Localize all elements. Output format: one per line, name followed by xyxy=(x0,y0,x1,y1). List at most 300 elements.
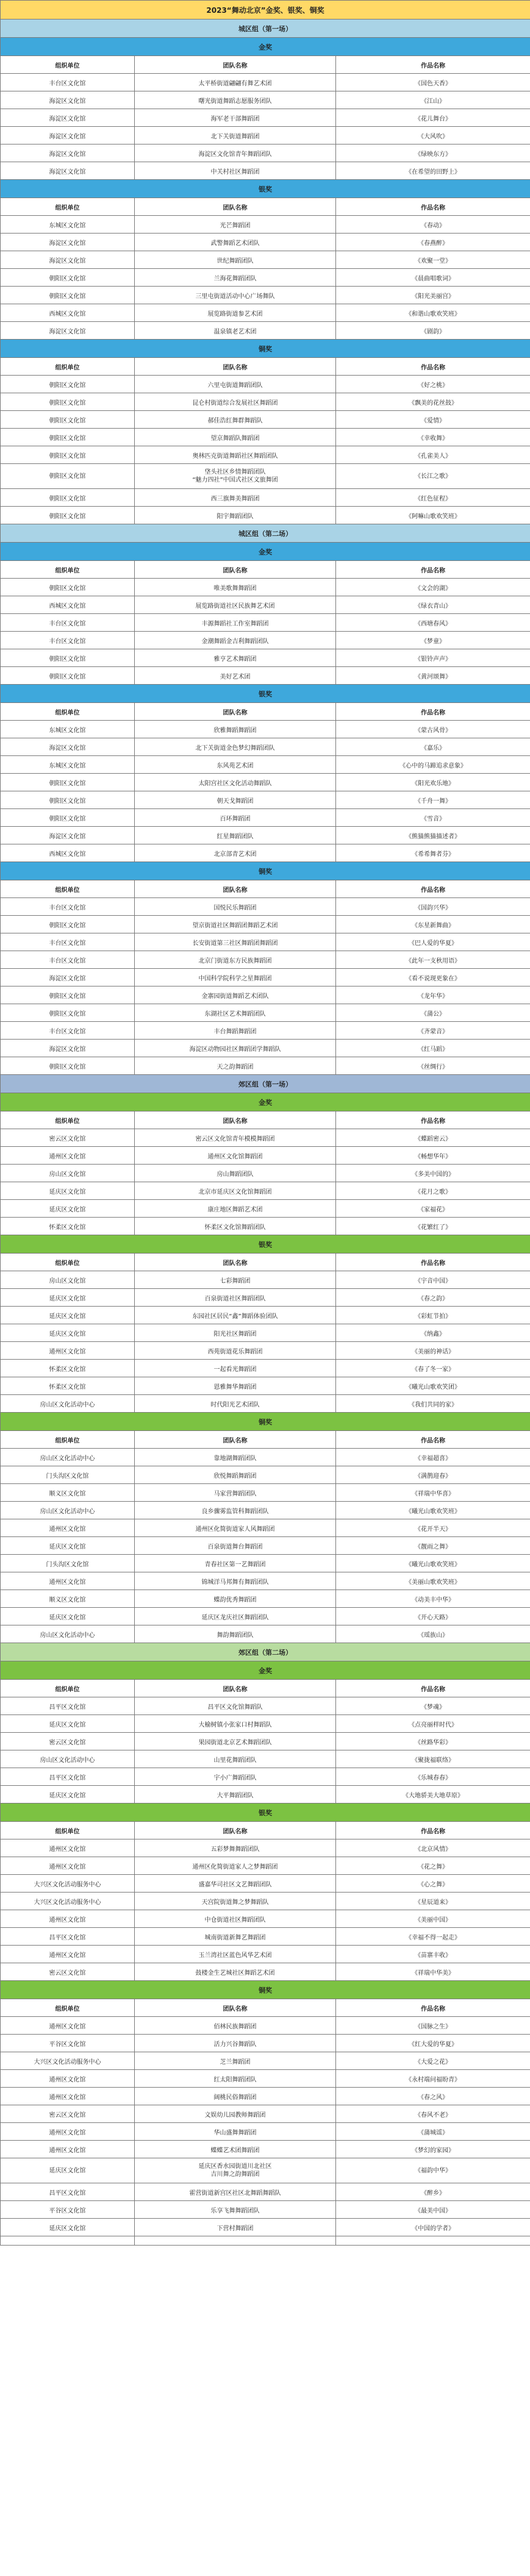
work-name-cell: 《北京风情》 xyxy=(336,1839,530,1857)
work-name-cell: 《春之韵》 xyxy=(336,1289,530,1307)
org-unit-cell: 朝阳区文化馆 xyxy=(1,429,135,446)
org-unit-cell: 延庆区文化馆 xyxy=(1,1289,135,1307)
team-name-cell: 北下关街道舞蹈团 xyxy=(135,127,336,144)
table-row xyxy=(1,287,530,304)
group-title: 城区组（第一场） xyxy=(1,20,530,38)
team-name-cell: 国悦民乐舞蹈团 xyxy=(135,898,336,916)
table-row xyxy=(1,304,530,322)
header-team-name: 团队名称 xyxy=(135,561,336,579)
table-row xyxy=(1,1182,530,1200)
table-row xyxy=(1,489,530,507)
work-name-cell: 《丝路华彩》 xyxy=(336,1733,530,1750)
empty-cell xyxy=(336,2236,530,2246)
table-row xyxy=(1,2219,530,2236)
award-row xyxy=(1,1804,530,1822)
work-name-cell: 《宇音中国》 xyxy=(336,1271,530,1289)
table-row xyxy=(1,1271,530,1289)
work-name-cell: 《孔雀美人》 xyxy=(336,446,530,464)
header-work-name: 作品名称 xyxy=(336,1822,530,1839)
work-name-cell: 《剧韵》 xyxy=(336,322,530,340)
org-unit-cell: 怀柔区文化馆 xyxy=(1,1377,135,1395)
org-unit-cell: 昌平区文化馆 xyxy=(1,1697,135,1715)
award-title: 铜奖 xyxy=(1,1413,530,1431)
org-unit-cell: 朝阳区文化馆 xyxy=(1,649,135,667)
team-name-cell: 良乡骤雾监管科舞蹈团队 xyxy=(135,1502,336,1519)
org-unit-cell: 顺义区文化馆 xyxy=(1,1590,135,1608)
org-unit-cell: 房山区文化活动中心 xyxy=(1,1750,135,1768)
table-row xyxy=(1,1857,530,1875)
award-row xyxy=(1,862,530,880)
org-unit-cell: 朝阳区文化馆 xyxy=(1,507,135,524)
table-row xyxy=(1,898,530,916)
header-org-unit: 组织单位 xyxy=(1,880,135,898)
work-name-cell: 《乐城春春》 xyxy=(336,1768,530,1786)
table-row xyxy=(1,1537,530,1555)
table-row xyxy=(1,951,530,969)
team-name-cell: 朝天戈舞蹈团 xyxy=(135,791,336,809)
team-name-cell: 唯美歌舞舞蹈团 xyxy=(135,579,336,596)
group-title: 郊区组（第二场） xyxy=(1,1643,530,1661)
table-row xyxy=(1,632,530,649)
org-unit-cell: 大兴区文化活动服务中心 xyxy=(1,2052,135,2070)
award-title: 银奖 xyxy=(1,1804,530,1822)
team-name-cell: 郝佳浩红舞群舞蹈队 xyxy=(135,411,336,429)
award-title: 金奖 xyxy=(1,543,530,561)
org-unit-cell: 朝阳区文化馆 xyxy=(1,411,135,429)
team-name-cell: 芝兰舞蹈团 xyxy=(135,2052,336,2070)
work-name-cell: 《好之桃》 xyxy=(336,376,530,393)
group-title: 城区组（第二场） xyxy=(1,524,530,543)
org-unit-cell: 海淀区文化馆 xyxy=(1,91,135,109)
table-row xyxy=(1,596,530,614)
work-name-cell: 《西塘春风》 xyxy=(336,614,530,632)
work-name-cell: 《文会的湖》 xyxy=(336,579,530,596)
table-row xyxy=(1,1733,530,1750)
table-row xyxy=(1,756,530,774)
table-row xyxy=(1,667,530,685)
org-unit-cell: 密云区文化馆 xyxy=(1,1129,135,1147)
table-row xyxy=(1,1324,530,1342)
org-unit-cell: 海淀区文化馆 xyxy=(1,109,135,127)
org-unit-cell: 房山区文化馆 xyxy=(1,1165,135,1182)
work-name-cell: 《永村端问福盼青》 xyxy=(336,2070,530,2088)
table-row xyxy=(1,774,530,791)
work-name-cell: 《美丽的神话》 xyxy=(336,1342,530,1360)
table-row xyxy=(1,1875,530,1893)
org-unit-cell: 平谷区文化馆 xyxy=(1,2201,135,2219)
table-row xyxy=(1,1057,530,1075)
org-unit-cell: 海淀区文化馆 xyxy=(1,162,135,180)
award-row xyxy=(1,1981,530,1999)
table-row xyxy=(1,1218,530,1235)
org-unit-cell: 通州区文化馆 xyxy=(1,1519,135,1537)
team-name-cell: 怀柔区文化馆舞蹈团队 xyxy=(135,1218,336,1235)
header-row xyxy=(1,703,530,721)
org-unit-cell: 延庆区文化馆 xyxy=(1,1200,135,1218)
org-unit-cell: 东城区文化馆 xyxy=(1,756,135,774)
org-unit-cell: 通州区文化馆 xyxy=(1,1147,135,1165)
org-unit-cell: 海淀区文化馆 xyxy=(1,1040,135,1057)
award-row xyxy=(1,1093,530,1111)
team-name-cell: 蝶韵优秀舞蹈团 xyxy=(135,1590,336,1608)
work-name-cell: 《畅想华年》 xyxy=(336,1147,530,1165)
work-name-cell: 《幸福超喜》 xyxy=(336,1449,530,1466)
work-name-cell: 《欢聚一堂》 xyxy=(336,251,530,269)
org-unit-cell: 房山区文化活动中心 xyxy=(1,1625,135,1643)
work-name-cell: 《梦魂》 xyxy=(336,1697,530,1715)
work-name-cell: 《中国的学者》 xyxy=(336,2219,530,2236)
team-name-cell: 百环舞蹈团 xyxy=(135,809,336,827)
table-row xyxy=(1,1147,530,1165)
team-name-cell: 活力兴谷舞蹈队 xyxy=(135,2035,336,2052)
team-name-cell: 丰台舞蹈舞蹈团 xyxy=(135,1022,336,1040)
org-unit-cell: 朝阳区文化馆 xyxy=(1,579,135,596)
team-name-cell: 马家营舞蹈团队 xyxy=(135,1484,336,1502)
header-work-name: 作品名称 xyxy=(336,198,530,216)
work-name-cell: 《彩虹节拍》 xyxy=(336,1307,530,1324)
table-row xyxy=(1,721,530,738)
table-row xyxy=(1,1697,530,1715)
work-name-cell: 《花月之歌》 xyxy=(336,1182,530,1200)
empty-row xyxy=(1,2236,530,2246)
group-title: 郊区组（第一场） xyxy=(1,1075,530,1093)
header-org-unit: 组织单位 xyxy=(1,1680,135,1697)
work-name-cell: 《春了冬一家》 xyxy=(336,1360,530,1377)
table-row xyxy=(1,234,530,251)
work-name-cell: 《齐蒙音》 xyxy=(336,1022,530,1040)
org-unit-cell: 海淀区文化馆 xyxy=(1,969,135,987)
work-name-cell: 《绿衣青山》 xyxy=(336,596,530,614)
table-row xyxy=(1,969,530,987)
work-name-cell: 《大地骄美大地草原》 xyxy=(336,1786,530,1804)
team-name-cell: 山里花舞蹈团队 xyxy=(135,1750,336,1768)
header-work-name: 作品名称 xyxy=(336,1999,530,2017)
team-name-cell: 六里屯街道舞蹈团队 xyxy=(135,376,336,393)
work-name-cell: 《蝶蹈密云》 xyxy=(336,1129,530,1147)
work-name-cell: 《花开半天》 xyxy=(336,1519,530,1537)
work-name-cell: 《纳鑫》 xyxy=(336,1324,530,1342)
team-name-cell: 欣悦舞蹈舞蹈团 xyxy=(135,1466,336,1484)
group-row xyxy=(1,524,530,543)
team-name-cell: 天之韵舞蹈团 xyxy=(135,1057,336,1075)
table-row xyxy=(1,1946,530,1963)
team-name-cell: 望京街道社区舞蹈团舞蹈艺术团 xyxy=(135,916,336,933)
org-unit-cell: 通州区文化馆 xyxy=(1,2070,135,2088)
team-name-cell: 奥林匹克街道舞蹈社区舞蹈团队 xyxy=(135,446,336,464)
header-work-name: 作品名称 xyxy=(336,56,530,74)
table-row xyxy=(1,614,530,632)
org-unit-cell: 丰台区文化馆 xyxy=(1,898,135,916)
work-name-cell: 《美丽中国》 xyxy=(336,1910,530,1928)
team-name-cell: 西苑街道花乐舞蹈团 xyxy=(135,1342,336,1360)
table-row xyxy=(1,1377,530,1395)
header-team-name: 团队名称 xyxy=(135,880,336,898)
table-row xyxy=(1,429,530,446)
awards-table-body xyxy=(1,1,530,2246)
work-name-cell: 《花儿舞台》 xyxy=(336,109,530,127)
org-unit-cell: 通州区文化馆 xyxy=(1,1839,135,1857)
award-row xyxy=(1,685,530,703)
table-row xyxy=(1,1342,530,1360)
award-title: 银奖 xyxy=(1,685,530,703)
work-name-cell: 《动美丰中华》 xyxy=(336,1590,530,1608)
work-name-cell: 《星辰道来》 xyxy=(336,1893,530,1910)
table-row xyxy=(1,1768,530,1786)
team-name-cell: 果园街道北京艺术舞蹈团队 xyxy=(135,1733,336,1750)
work-name-cell: 《飘美的花丝鼓》 xyxy=(336,393,530,411)
table-row xyxy=(1,1928,530,1946)
team-name-cell: 大榆树镇小张家口村舞蹈队 xyxy=(135,1715,336,1733)
team-name-cell: 垡头社区乡情舞蹈团队 “魅力四社”中国式社区文旅舞团 xyxy=(135,464,336,489)
work-name-cell: 《醉乡》 xyxy=(336,2183,530,2201)
org-unit-cell: 丰台区文化馆 xyxy=(1,632,135,649)
org-unit-cell: 通州区文化馆 xyxy=(1,1857,135,1875)
header-org-unit: 组织单位 xyxy=(1,198,135,216)
header-org-unit: 组织单位 xyxy=(1,1111,135,1129)
work-name-cell: 《祥瑞中华美》 xyxy=(336,1963,530,1981)
team-name-cell: 天宫院街道舞之梦舞蹈队 xyxy=(135,1893,336,1910)
table-row xyxy=(1,2158,530,2183)
team-name-cell: 海淀区文化馆青年舞蹈团队 xyxy=(135,144,336,162)
org-unit-cell: 朝阳区文化馆 xyxy=(1,464,135,489)
table-row xyxy=(1,933,530,951)
team-name-cell: 佰林民族舞蹈团 xyxy=(135,2017,336,2035)
team-name-cell: 霍营街道新宫区社区北舞蹈舞蹈队 xyxy=(135,2183,336,2201)
team-name-cell: 中国科学院科学之星舞蹈团 xyxy=(135,969,336,987)
team-name-cell: 北京门街道东方民族舞蹈团 xyxy=(135,951,336,969)
team-name-cell: 大平舞蹈团队 xyxy=(135,1786,336,1804)
header-org-unit: 组织单位 xyxy=(1,56,135,74)
table-row xyxy=(1,322,530,340)
work-name-cell: 《家福花》 xyxy=(336,1200,530,1218)
org-unit-cell: 延庆区文化馆 xyxy=(1,2219,135,2236)
team-name-cell: 东园社区居民“鑫”舞蹈体验团队 xyxy=(135,1307,336,1324)
team-name-cell: 西三旗舞美舞蹈团 xyxy=(135,489,336,507)
table-row xyxy=(1,127,530,144)
award-title: 铜奖 xyxy=(1,340,530,358)
table-row xyxy=(1,1289,530,1307)
org-unit-cell: 房山区文化活动中心 xyxy=(1,1502,135,1519)
team-name-cell: 盛嘉华司社区文艺舞蹈团队 xyxy=(135,1875,336,1893)
table-row xyxy=(1,1466,530,1484)
org-unit-cell: 朝阳区文化馆 xyxy=(1,774,135,791)
work-name-cell: 《满鹊迎春》 xyxy=(336,1466,530,1484)
group-row xyxy=(1,20,530,38)
team-name-cell: 展览路街道社区民族舞艺术团 xyxy=(135,596,336,614)
table-row xyxy=(1,1165,530,1182)
org-unit-cell: 丰台区文化馆 xyxy=(1,74,135,91)
work-name-cell: 《曦光山歌欢笑班》 xyxy=(336,1502,530,1519)
work-name-cell: 《嘉乐》 xyxy=(336,738,530,756)
work-name-cell: 《春燕醉》 xyxy=(336,234,530,251)
table-row xyxy=(1,1519,530,1537)
org-unit-cell: 门头沟区文化馆 xyxy=(1,1555,135,1572)
team-name-cell: 欣雅舞蹈舞蹈团 xyxy=(135,721,336,738)
team-name-cell: 红太阳舞蹈团队 xyxy=(135,2070,336,2088)
team-name-cell: 城南街道新舞艺舞蹈团 xyxy=(135,1928,336,1946)
team-name-cell: 中关村社区舞蹈团 xyxy=(135,162,336,180)
team-name-cell: 丰源舞蹈社工作室舞蹈团 xyxy=(135,614,336,632)
work-name-cell: 《瑶族山》 xyxy=(336,1625,530,1643)
header-team-name: 团队名称 xyxy=(135,56,336,74)
team-name-cell: 百泉街道舞台舞蹈团 xyxy=(135,1537,336,1555)
org-unit-cell: 丰台区文化馆 xyxy=(1,933,135,951)
org-unit-cell: 海淀区文化馆 xyxy=(1,127,135,144)
header-work-name: 作品名称 xyxy=(336,1680,530,1697)
table-row xyxy=(1,507,530,524)
team-name-cell: 海军老干部舞蹈团 xyxy=(135,109,336,127)
award-row xyxy=(1,1235,530,1254)
table-row xyxy=(1,2035,530,2052)
award-title: 金奖 xyxy=(1,1661,530,1680)
org-unit-cell: 东城区文化馆 xyxy=(1,721,135,738)
team-name-cell: 雅亨艺术舞蹈团 xyxy=(135,649,336,667)
team-name-cell: 华山盛舞舞蹈团 xyxy=(135,2123,336,2141)
org-unit-cell: 西城区文化馆 xyxy=(1,596,135,614)
org-unit-cell: 西城区文化馆 xyxy=(1,844,135,862)
table-row xyxy=(1,216,530,234)
header-row xyxy=(1,1431,530,1449)
org-unit-cell: 朝阳区文化馆 xyxy=(1,791,135,809)
team-name-cell: 曙光街道舞蹈志愿服务团队 xyxy=(135,91,336,109)
table-row xyxy=(1,1502,530,1519)
team-name-cell: 兰海花舞蹈团队 xyxy=(135,269,336,287)
work-name-cell: 《阳光美丽宫》 xyxy=(336,287,530,304)
work-name-cell: 《和谐山歌欢笑班》 xyxy=(336,304,530,322)
team-name-cell: 光芒舞蹈团 xyxy=(135,216,336,234)
header-org-unit: 组织单位 xyxy=(1,1999,135,2017)
team-name-cell: 阔桃民俗舞蹈团 xyxy=(135,2088,336,2105)
org-unit-cell: 延庆区文化馆 xyxy=(1,1182,135,1200)
org-unit-cell: 昌平区文化馆 xyxy=(1,2183,135,2201)
org-unit-cell: 朝阳区文化馆 xyxy=(1,809,135,827)
work-name-cell: 《春动》 xyxy=(336,216,530,234)
team-name-cell: 文娱幼儿园教师舞蹈团 xyxy=(135,2105,336,2123)
table-row xyxy=(1,2183,530,2201)
work-name-cell: 《红色征程》 xyxy=(336,489,530,507)
org-unit-cell: 通州区文化馆 xyxy=(1,2017,135,2035)
team-name-cell: 望京舞蹈队舞蹈团 xyxy=(135,429,336,446)
title-row xyxy=(1,1,530,20)
org-unit-cell: 朝阳区文化馆 xyxy=(1,446,135,464)
team-name-cell: 展览路街道参艺术团 xyxy=(135,304,336,322)
table-row xyxy=(1,1484,530,1502)
org-unit-cell: 朝阳区文化馆 xyxy=(1,667,135,685)
table-row xyxy=(1,464,530,489)
table-row xyxy=(1,649,530,667)
header-team-name: 团队名称 xyxy=(135,1111,336,1129)
team-name-cell: 北京部青艺术团 xyxy=(135,844,336,862)
org-unit-cell: 通州区文化馆 xyxy=(1,1946,135,1963)
team-name-cell: 舞韵舞蹈团队 xyxy=(135,1625,336,1643)
table-row xyxy=(1,411,530,429)
header-team-name: 团队名称 xyxy=(135,1254,336,1271)
org-unit-cell: 东城区文化馆 xyxy=(1,216,135,234)
header-team-name: 团队名称 xyxy=(135,358,336,376)
work-name-cell: 《最美中国》 xyxy=(336,2201,530,2219)
team-name-cell: 锦城洋马邦舞有舞蹈团队 xyxy=(135,1572,336,1590)
org-unit-cell: 房山区文化活动中心 xyxy=(1,1395,135,1413)
header-work-name: 作品名称 xyxy=(336,1431,530,1449)
team-name-cell: 玉兰湾社区蓝色风华艺术团 xyxy=(135,1946,336,1963)
org-unit-cell: 朝阳区文化馆 xyxy=(1,376,135,393)
team-name-cell: 东风苑艺术团 xyxy=(135,756,336,774)
team-name-cell: 鼓楼金生艺城社区舞蹈艺术团 xyxy=(135,1963,336,1981)
team-name-cell: 通州区化简街道家人风舞蹈团 xyxy=(135,1519,336,1537)
team-name-cell: 武警舞蹈艺术团队 xyxy=(135,234,336,251)
org-unit-cell: 房山区文化活动中心 xyxy=(1,1449,135,1466)
table-row xyxy=(1,1004,530,1022)
org-unit-cell: 朝阳区文化馆 xyxy=(1,269,135,287)
team-name-cell: 宇小广舞蹈团队 xyxy=(135,1768,336,1786)
table-row xyxy=(1,2070,530,2088)
table-row xyxy=(1,2141,530,2158)
header-team-name: 团队名称 xyxy=(135,1822,336,1839)
team-name-cell: 房山舞蹈团队 xyxy=(135,1165,336,1182)
team-name-cell: 恩雅舞华舞蹈团 xyxy=(135,1377,336,1395)
team-name-cell: 密云区文化馆青年模模舞蹈团 xyxy=(135,1129,336,1147)
org-unit-cell: 密云区文化馆 xyxy=(1,1963,135,1981)
work-name-cell: 《靓雨之舞》 xyxy=(336,1537,530,1555)
work-name-cell: 《多美中国的》 xyxy=(336,1165,530,1182)
work-name-cell: 《千舟一舞》 xyxy=(336,791,530,809)
table-row xyxy=(1,1022,530,1040)
header-work-name: 作品名称 xyxy=(336,1254,530,1271)
org-unit-cell: 朝阳区文化馆 xyxy=(1,1004,135,1022)
org-unit-cell: 昌平区文化馆 xyxy=(1,1928,135,1946)
team-name-cell: 温泉镇老艺术团 xyxy=(135,322,336,340)
org-unit-cell: 朝阳区文化馆 xyxy=(1,393,135,411)
org-unit-cell: 海淀区文化馆 xyxy=(1,322,135,340)
work-name-cell: 《我们共同的家》 xyxy=(336,1395,530,1413)
work-name-cell: 《花之舞》 xyxy=(336,1857,530,1875)
table-row xyxy=(1,1893,530,1910)
empty-cell xyxy=(1,2236,135,2246)
award-row xyxy=(1,340,530,358)
table-row xyxy=(1,579,530,596)
team-name-cell: 美好艺术团 xyxy=(135,667,336,685)
header-row xyxy=(1,56,530,74)
header-row xyxy=(1,1999,530,2017)
header-team-name: 团队名称 xyxy=(135,703,336,721)
team-name-cell: 昆仑村街道综合发展社区舞蹈团 xyxy=(135,393,336,411)
team-name-cell: 百泉街道社区舞蹈团队 xyxy=(135,1289,336,1307)
award-title: 银奖 xyxy=(1,180,530,198)
table-row xyxy=(1,1625,530,1643)
work-name-cell: 《梦幻的家园》 xyxy=(336,2141,530,2158)
header-org-unit: 组织单位 xyxy=(1,703,135,721)
table-row xyxy=(1,1200,530,1218)
org-unit-cell: 朝阳区文化馆 xyxy=(1,489,135,507)
team-name-cell: 下营村舞蹈团 xyxy=(135,2219,336,2236)
table-row xyxy=(1,809,530,827)
table-row xyxy=(1,2017,530,2035)
header-team-name: 团队名称 xyxy=(135,198,336,216)
work-name-cell: 《丝绸行》 xyxy=(336,1057,530,1075)
table-row xyxy=(1,1129,530,1147)
org-unit-cell: 延庆区文化馆 xyxy=(1,2158,135,2183)
table-row xyxy=(1,251,530,269)
table-row xyxy=(1,1839,530,1857)
org-unit-cell: 海淀区文化馆 xyxy=(1,144,135,162)
table-row xyxy=(1,1360,530,1377)
table-row xyxy=(1,1910,530,1928)
table-row xyxy=(1,2105,530,2123)
work-name-cell: 《红大爱的华夏》 xyxy=(336,2035,530,2052)
table-row xyxy=(1,269,530,287)
award-title: 金奖 xyxy=(1,1093,530,1111)
team-name-cell: 长安街道第三社区舞蹈团舞蹈团 xyxy=(135,933,336,951)
